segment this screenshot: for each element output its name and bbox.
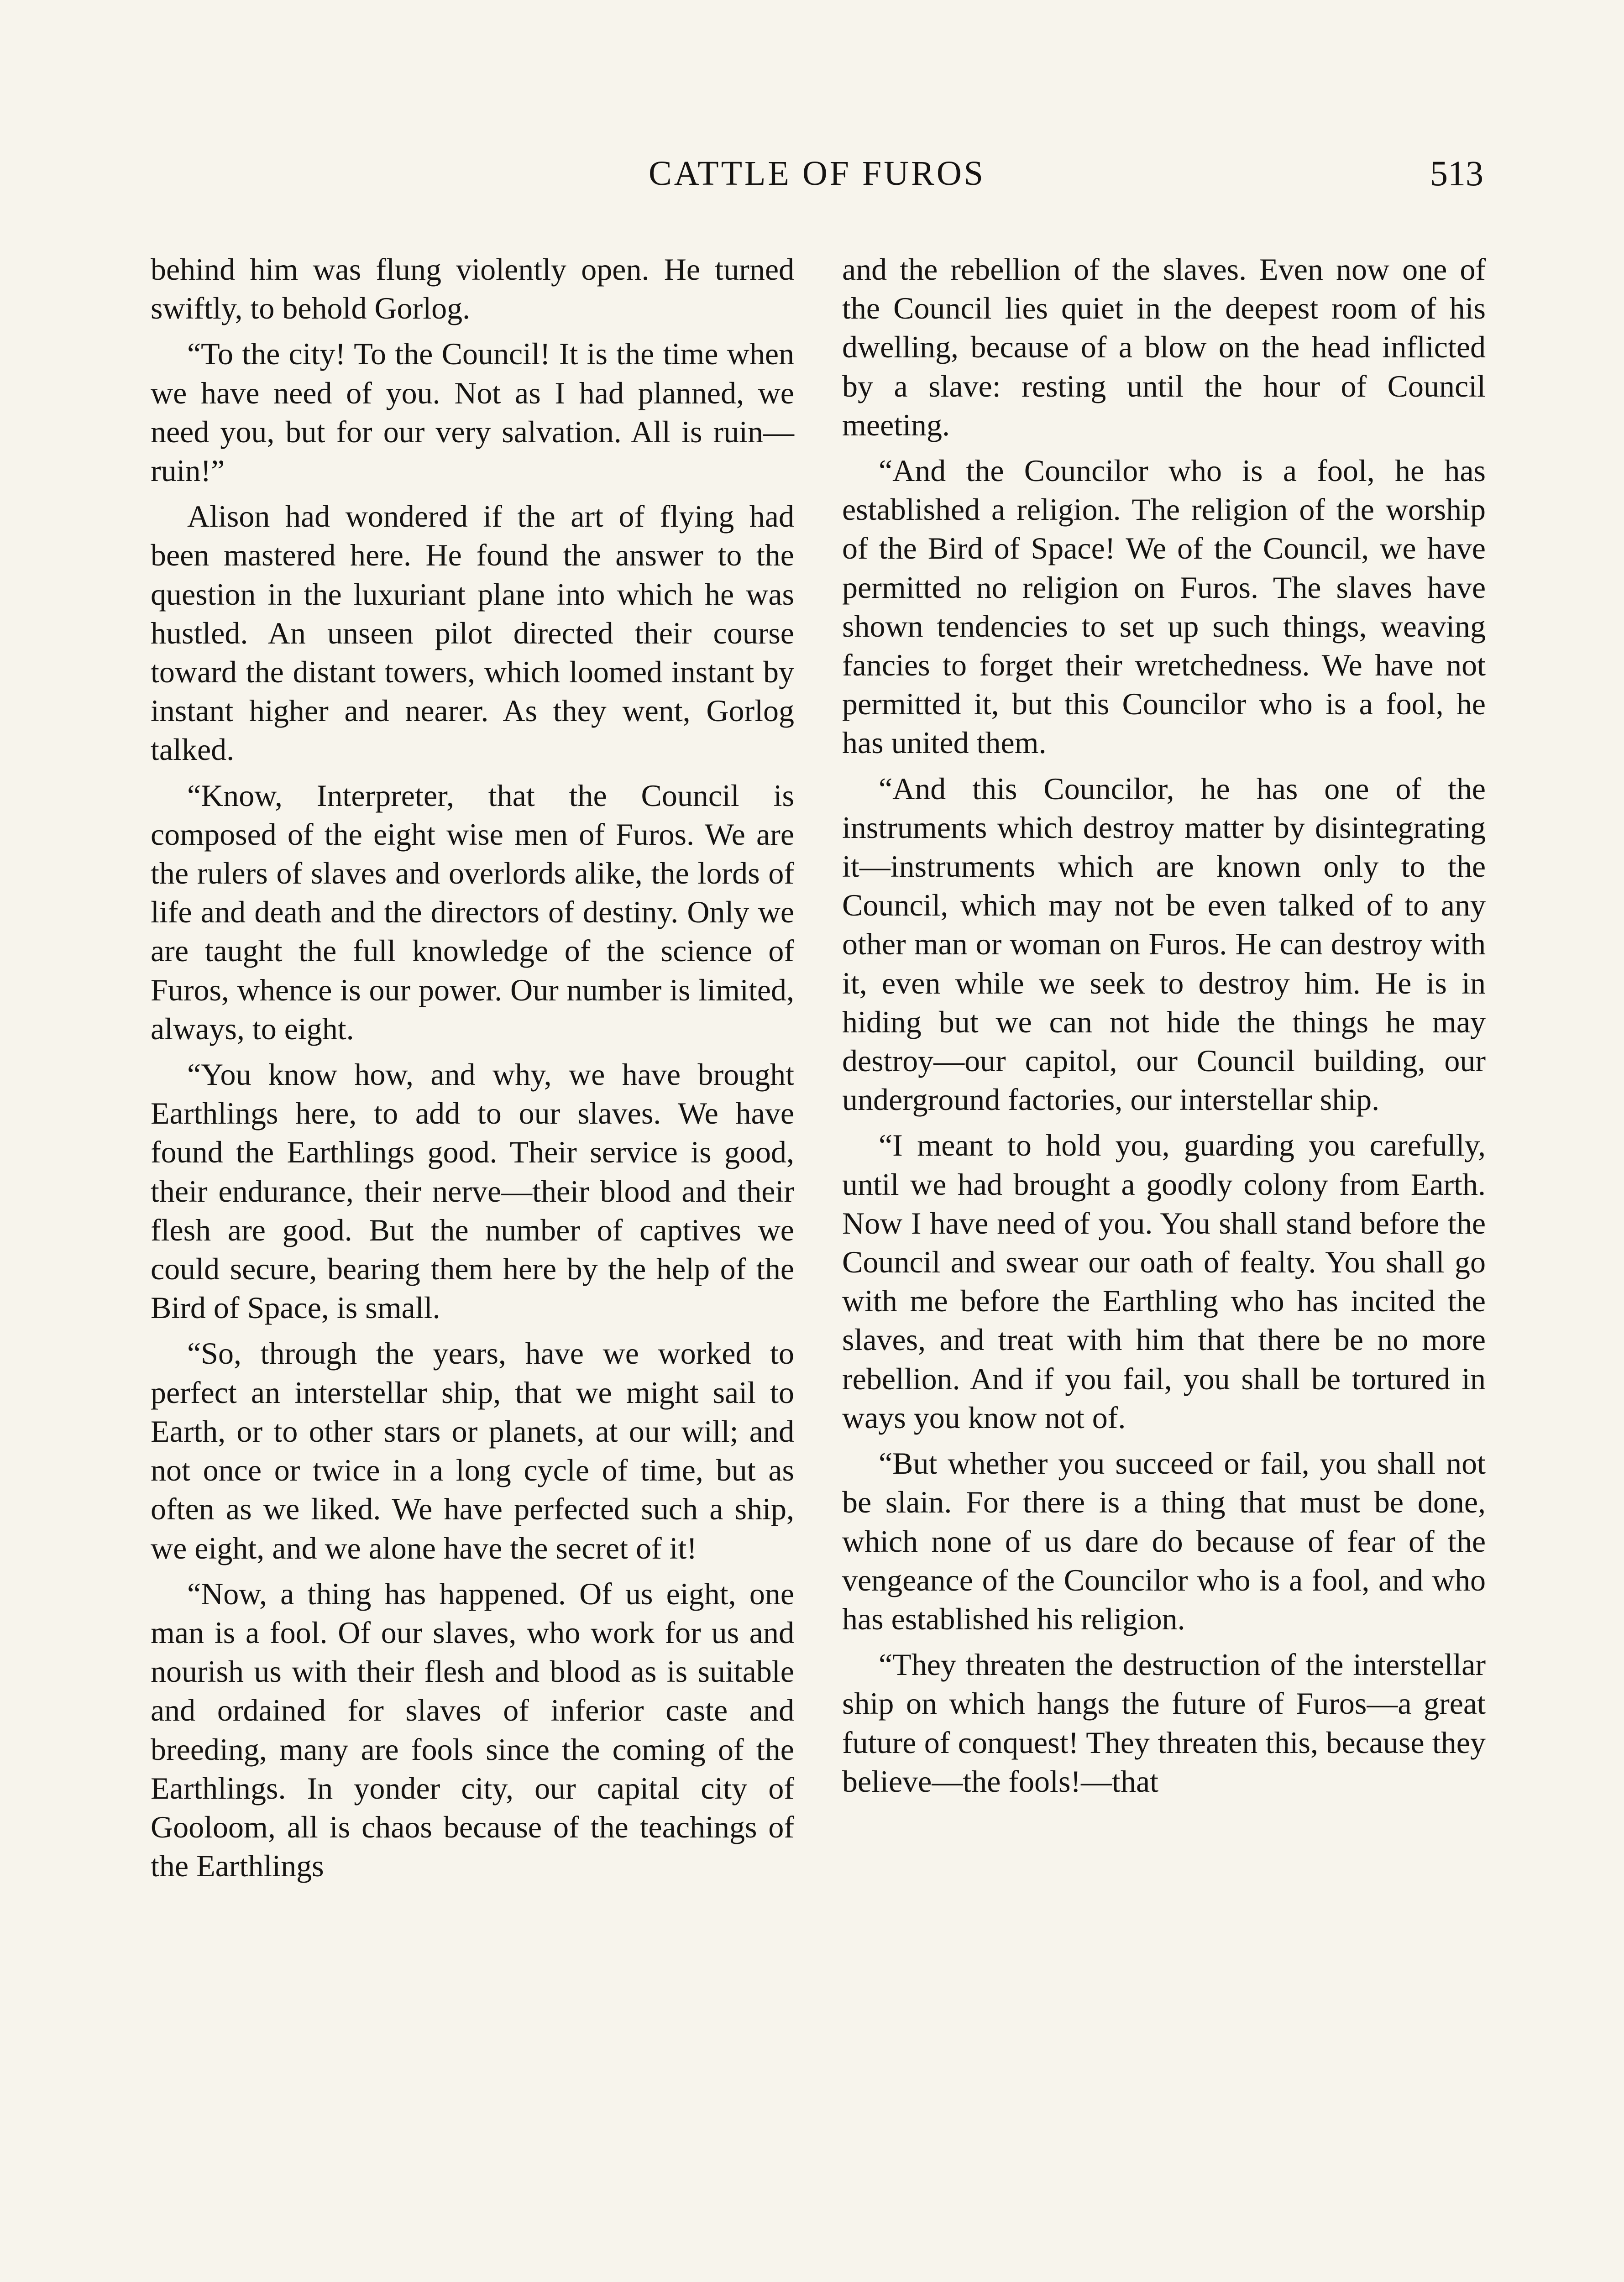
paragraph: “And the Councilor who is a fool, he has established a religion. The religion of the worship of the Bird of Space! We of the Council, we have permitted no religion on Furos. The slaves have shown tendencies to set up such things, weaving fancies to forget their wretchedness. We have not permitted it, but this Councilor who is a fool, he has united them. bbox=[842, 453, 1486, 760]
page-number: 513 bbox=[1430, 153, 1483, 193]
page-header bbox=[151, 153, 1483, 194]
paragraph: “Know, Interpreter, that the Council is composed of the eight wise men of Furos. We are the rulers of slaves and overlords alike, the lords of life and death and the directors of destiny. Only we are taught the full knowledge of the science of Furos, whence is our power. Our number is limited, always, to eight. bbox=[151, 778, 794, 1046]
paragraph: behind him was flung violently open. He turned swiftly, to behold Gorlog. bbox=[151, 252, 794, 326]
running-title: CATTLE OF FUROS bbox=[649, 154, 985, 193]
paragraph: “Now, a thing has happened. Of us eight, one man is a fool. Of our slaves, who work for us and nourish us with their flesh and blood as is suitable and ordained for slaves of inferior caste and breeding, many are fools since the coming of the Earthlings. In yonder city, our capital city of Gooloom, all is chaos because of the teachings of the Earthlings bbox=[151, 1576, 794, 1884]
paragraph: and the rebellion of the slaves. Even now one of the Council lies quiet in the deepest room of his dwelling, because of a blow on the head inflicted by a slave: resting until the hour of Council meeting. bbox=[842, 252, 1486, 442]
paragraph: Alison had wondered if the art of flying had been mastered here. He found the answer to the question in the luxuriant plane into which he was hustled. An unseen pilot directed their course toward the distant towers, which loomed instant by instant higher and nearer. As they went, Gorlog talked. bbox=[151, 499, 794, 767]
paragraph: “And this Councilor, he has one of the instruments which destroy matter by disintegrating it—instruments which are known only to the Council, which may not be even talked of to any other man or woman on Furos. He can destroy with it, even while we seek to destroy him. He is in hiding but we can not hide the things he may destroy—our capitol, our Council building, our underground factories, our interstellar ship. bbox=[842, 771, 1486, 1117]
text-column-right bbox=[842, 250, 1486, 1808]
paragraph: “So, through the years, have we worked to perfect an interstellar ship, that we might sail to Earth, or to other stars or planets, at our will; and not once or twice in a long cycle of time, but as often as we liked. We have perfected such a ship, we eight, and we alone have the secret of it! bbox=[151, 1336, 794, 1565]
text-column-left bbox=[151, 250, 794, 1892]
paragraph: “They threaten the destruction of the interstellar ship on which hangs the future of Furos—a great future of conquest! They threaten this, because they believe—the fools!—that bbox=[842, 1647, 1486, 1799]
paragraph: “But whether you succeed or fail, you shall not be slain. For there is a thing that must be done, which none of us dare do because of fear of the vengeance of the Councilor who is a fool, and who has established his religion. bbox=[842, 1446, 1486, 1636]
paragraph: “You know how, and why, we have brought Earthlings here, to add to our slaves. We have found the Earthlings good. Their service is good, their endurance, their nerve—their blood and their flesh are good. But the number of captives we could secure, bearing them here by the help of the Bird of Space, is small. bbox=[151, 1057, 794, 1325]
paragraph: “I meant to hold you, guarding you carefully, until we had brought a goodly colony from Earth. Now I have need of you. You shall stand before the Council and swear our oath of fealty. You shall go with me before the Earthling who has incited the slaves, and treat with him that there be no more rebellion. And if you fail, you shall be tortured in ways you know not of. bbox=[842, 1128, 1486, 1435]
paragraph: “To the city! To the Council! It is the time when we have need of you. Not as I had planned, we need you, but for our very salvation. All is ruin—ruin!” bbox=[151, 336, 794, 488]
